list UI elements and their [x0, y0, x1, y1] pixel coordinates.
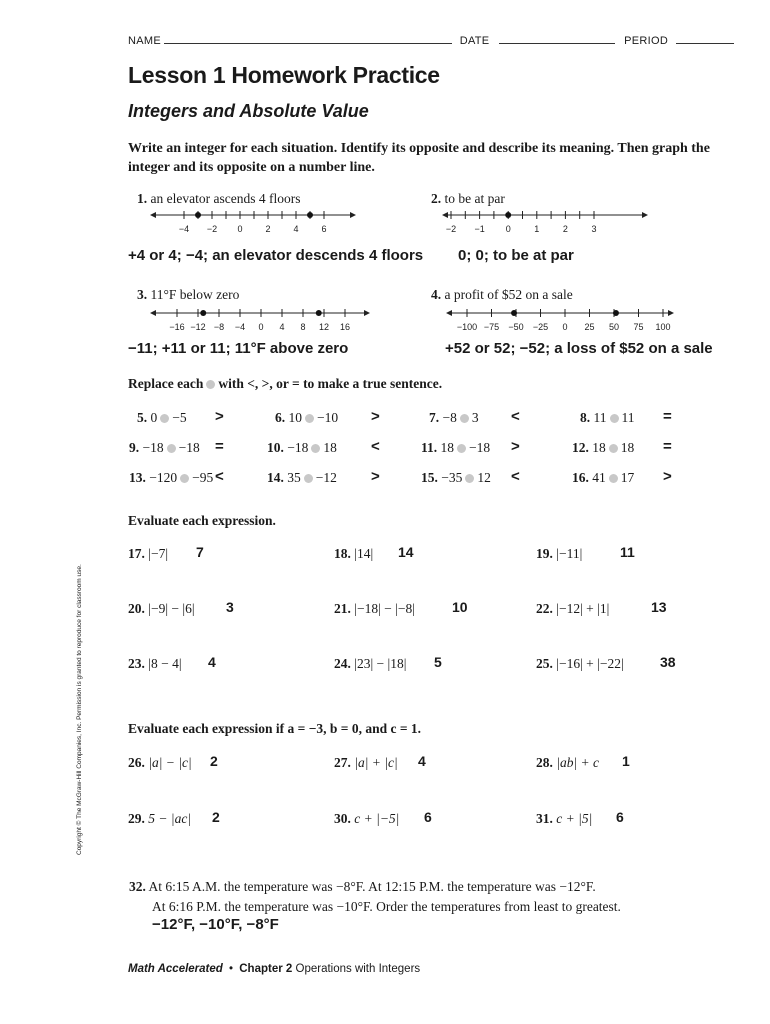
- tick-label: 0: [562, 322, 568, 332]
- expression-answer: 5: [434, 654, 442, 670]
- circle-placeholder-icon: [311, 444, 320, 453]
- circle-placeholder-icon: [180, 474, 189, 483]
- expression-answer: 2: [212, 809, 220, 825]
- copyright-notice: Copyright © The McGraw-Hill Companies, Inc. Permission is granted to reproduce for classroom use.: [76, 564, 83, 855]
- tick-label: 100: [655, 322, 671, 332]
- tick-label: −8: [213, 322, 225, 332]
- circle-placeholder-icon: [610, 414, 619, 423]
- answer-3: −11; +11 or 11; 11°F above zero: [128, 340, 349, 357]
- comparison-answer: <: [511, 408, 520, 425]
- number-line-2: [442, 207, 652, 237]
- problem-32-line2: At 6:16 P.M. the temperature was −10°F. Order the temperatures from least to greatest.: [152, 899, 621, 914]
- comparison-answer: >: [371, 468, 380, 485]
- expression-item: 23. |8 − 4|: [128, 656, 182, 671]
- tick-label: 75: [633, 322, 644, 332]
- expression-answer: 14: [398, 544, 414, 560]
- expression-answer: 38: [660, 654, 676, 670]
- tick-label: 4: [279, 322, 285, 332]
- tick-label: 3: [591, 224, 597, 234]
- comparison-item: 13. −120 −95: [129, 470, 214, 485]
- expression-item: 29. 5 − |ac|: [128, 811, 192, 826]
- comparison-item: 9. −18 −18: [129, 440, 200, 455]
- expression-item: 22. |−12| + |1|: [536, 601, 610, 616]
- date-field[interactable]: [499, 42, 615, 44]
- problem-32: 32. At 6:15 A.M. the temperature was −8°F. At 12:15 P.M. the temperature was −12°F.: [129, 879, 596, 894]
- graph-point: [307, 212, 313, 218]
- comparison-item: 15. −35 12: [421, 470, 491, 485]
- expression-item: 25. |−16| + |−22|: [536, 656, 624, 671]
- page-title: Lesson 1 Homework Practice: [128, 62, 440, 88]
- graph-point: [511, 310, 517, 316]
- comparison-item: 5. 0 −5: [137, 410, 187, 425]
- circle-placeholder-icon: [167, 444, 176, 453]
- evaluate-heading: Evaluate each expression.: [128, 513, 276, 528]
- evaluate-vars-heading: Evaluate each expression if a = −3, b = 0, and c = 1.: [128, 721, 422, 736]
- tick-label: 4: [293, 224, 299, 234]
- comparison-item: 7. −8 3: [429, 410, 479, 425]
- tick-label: −4: [234, 322, 246, 332]
- tick-label: 50: [608, 322, 620, 332]
- circle-placeholder-icon: [609, 444, 618, 453]
- situation-3: 3. 11°F below zero: [137, 287, 240, 302]
- circle-placeholder-icon: [465, 474, 474, 483]
- circle-placeholder-icon: [457, 444, 466, 453]
- expression-item: 27. |a| + |c|: [334, 755, 398, 770]
- comparison-answer: =: [215, 438, 224, 455]
- circle-placeholder-icon: [304, 474, 313, 483]
- expression-item: 31. c + |5|: [536, 811, 593, 826]
- tick-label: 25: [584, 322, 595, 332]
- header-row: [128, 35, 734, 47]
- comparison-item: 14. 35 −12: [267, 470, 337, 485]
- comparison-answer: <: [511, 468, 520, 485]
- graph-point: [200, 310, 206, 316]
- tick-label: 2: [265, 224, 271, 234]
- expression-item: 19. |−11|: [536, 546, 583, 561]
- expression-item: 20. |−9| − |6|: [128, 601, 195, 616]
- expression-answer: 13: [651, 599, 667, 615]
- instructions: Write an integer for each situation. Identify its opposite and describe its meaning. Then graph the integer and its opposite on a number line.: [128, 141, 710, 175]
- tick-label: −12: [190, 322, 206, 332]
- comparison-item: 8. 11 11: [580, 410, 635, 425]
- expression-item: 30. c + |−5|: [334, 811, 400, 826]
- expression-answer: 2: [210, 753, 218, 769]
- expression-answer: 6: [424, 809, 432, 825]
- tick-label: −1: [474, 224, 485, 234]
- comparison-item: 6. 10 −10: [275, 410, 339, 425]
- comparison-answer: >: [663, 468, 672, 485]
- tick-label: 1: [534, 224, 540, 234]
- footer: Math Accelerated • Chapter 2 Operations with Integers: [128, 963, 421, 975]
- expression-answer: 10: [452, 599, 468, 615]
- circle-placeholder-icon: [160, 414, 169, 423]
- answer-2: 0; 0; to be at par: [458, 247, 574, 264]
- tick-label: −75: [483, 322, 500, 332]
- expression-answer: 4: [418, 753, 426, 769]
- circle-placeholder-icon: [460, 414, 469, 423]
- situation-4: 4. a profit of $52 on a sale: [431, 287, 573, 302]
- comparison-answer: =: [663, 438, 672, 455]
- tick-label: −16: [169, 322, 185, 332]
- name-field[interactable]: [164, 42, 452, 44]
- comparison-item: 10. −18 18: [267, 440, 337, 455]
- comparison-answer: <: [371, 438, 380, 455]
- tick-label: −2: [445, 224, 457, 234]
- expression-answer: 6: [616, 809, 624, 825]
- circle-placeholder-icon: [305, 414, 314, 423]
- tick-label: −2: [206, 224, 218, 234]
- expression-item: 21. |−18| − |−8|: [334, 601, 415, 616]
- graph-point: [316, 310, 322, 316]
- expression-item: 18. |14|: [334, 546, 374, 561]
- tick-label: −4: [178, 224, 190, 234]
- expression-answer: 4: [208, 654, 216, 670]
- comparison-answer: =: [663, 408, 672, 425]
- comparison-answer: <: [215, 468, 224, 485]
- tick-label: 12: [318, 322, 330, 332]
- replace-instructions: Replace each with <, >, or = to make a true sentence.: [128, 376, 443, 391]
- expression-item: 28. |ab| + c: [536, 755, 600, 770]
- expression-item: 26. |a| − |c|: [128, 755, 192, 770]
- tick-label: 16: [339, 322, 351, 332]
- tick-label: −25: [532, 322, 549, 332]
- tick-label: −50: [508, 322, 524, 332]
- comparison-answer: >: [511, 438, 520, 455]
- comparison-item: 12. 18 18: [572, 440, 635, 455]
- tick-label: 0: [258, 322, 264, 332]
- situation-1: 1. an elevator ascends 4 floors: [137, 191, 301, 206]
- date-label: DATE: [459, 35, 490, 47]
- number-line-1: [150, 207, 360, 237]
- period-field[interactable]: [676, 42, 734, 44]
- expression-answer: 11: [620, 544, 635, 560]
- tick-label: −100: [456, 322, 478, 332]
- tick-label: 0: [505, 224, 511, 234]
- problem-32-answer: −12°F, −10°F, −8°F: [152, 916, 279, 933]
- period-label: PERIOD: [624, 35, 669, 47]
- comparison-answer: >: [215, 408, 224, 425]
- page-subtitle: Integers and Absolute Value: [128, 101, 369, 121]
- circle-placeholder-icon: [609, 474, 618, 483]
- expression-answer: 3: [226, 599, 234, 615]
- expression-item: 17. |−7|: [128, 546, 169, 561]
- circle-placeholder-icon: [206, 380, 215, 389]
- answer-1: +4 or 4; −4; an elevator descends 4 floors: [128, 247, 424, 264]
- graph-point: [505, 212, 511, 218]
- expression-item: 24. |23| − |18|: [334, 656, 407, 671]
- number-line-4: [446, 305, 678, 335]
- tick-label: 2: [562, 224, 568, 234]
- answer-4: +52 or 52; −52; a loss of $52 on a sale: [445, 340, 713, 357]
- comparison-answer: >: [371, 408, 380, 425]
- name-label: NAME: [128, 35, 161, 47]
- tick-label: 6: [321, 224, 327, 234]
- tick-label: 0: [237, 224, 243, 234]
- tick-label: 8: [300, 322, 306, 332]
- number-line-3: [150, 305, 375, 335]
- expression-answer: 7: [196, 544, 204, 560]
- expression-answer: 1: [622, 753, 630, 769]
- comparison-item: 16. 41 17: [572, 470, 635, 485]
- comparison-item: 11. 18 −18: [421, 440, 491, 455]
- situation-2: 2. to be at par: [431, 191, 505, 206]
- graph-point: [613, 310, 619, 316]
- graph-point: [195, 212, 201, 218]
